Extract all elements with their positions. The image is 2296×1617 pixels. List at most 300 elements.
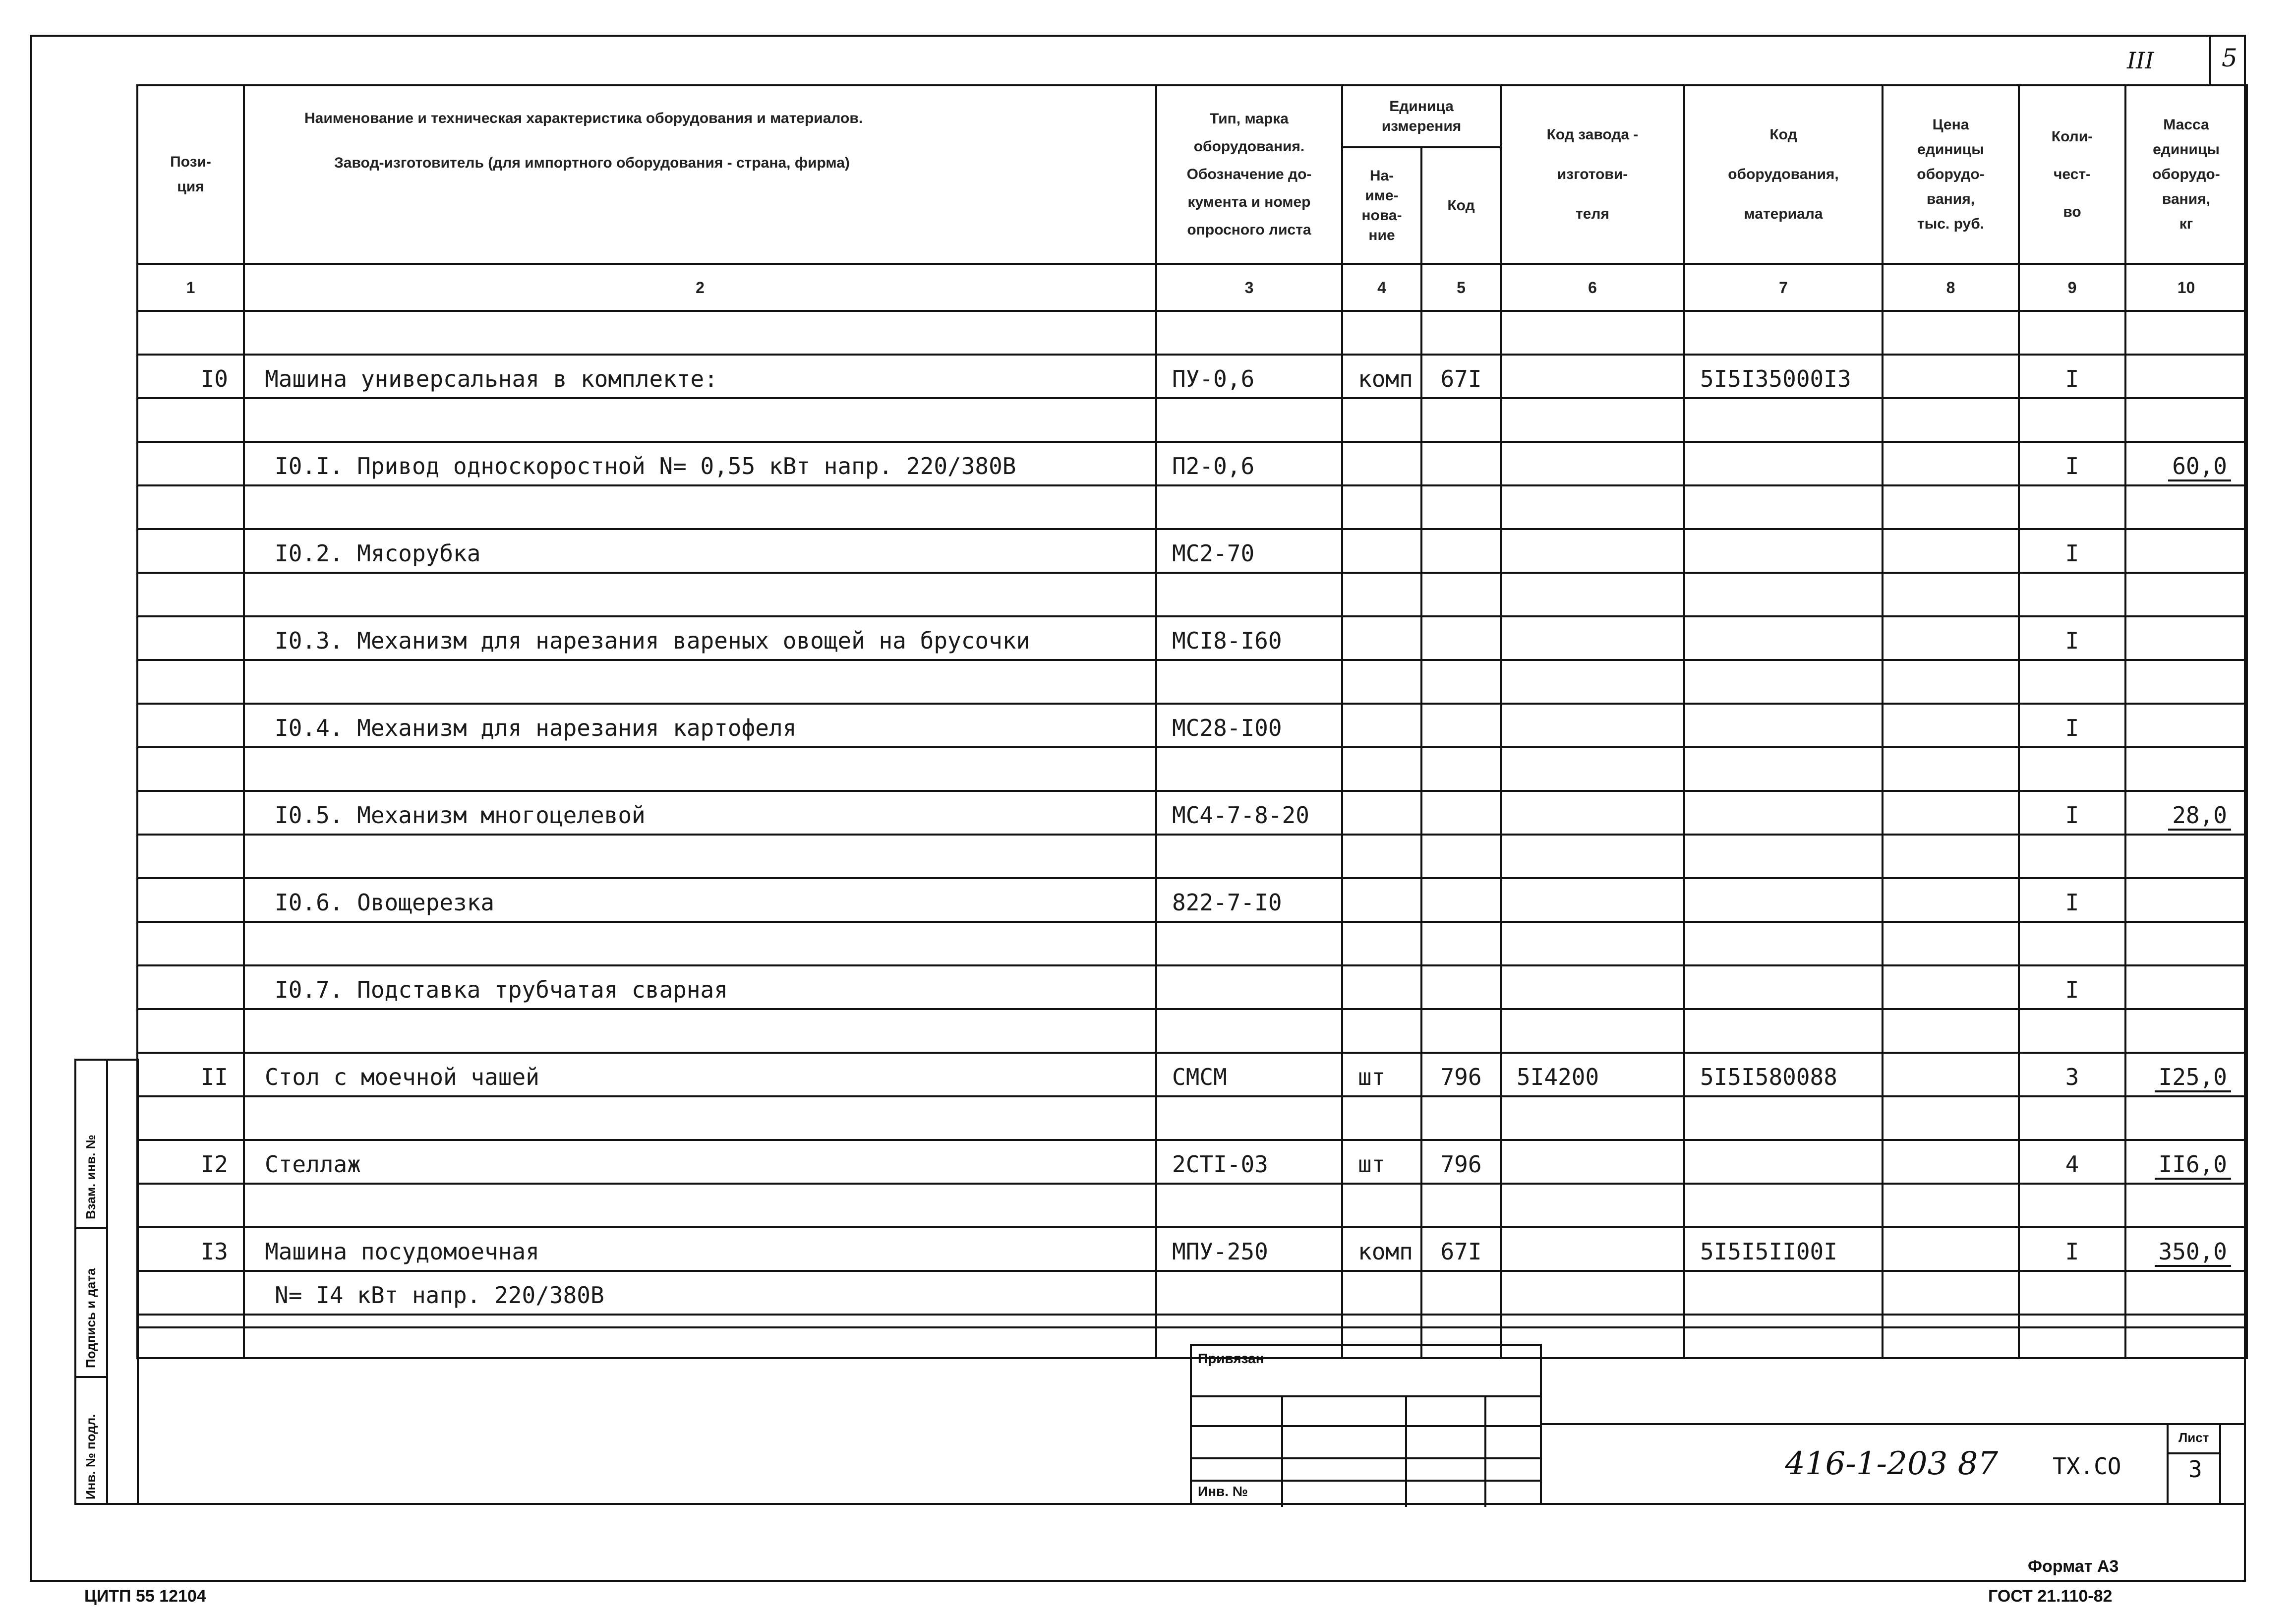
column-number: 10 [2125,264,2247,311]
side-stamp-signature: Подпись и дата [83,1268,98,1368]
row-position [137,660,244,704]
row-factory-code [1501,1009,1684,1053]
row-price [1883,442,2019,485]
row-quantity [2019,747,2125,791]
row-factory-code [1501,616,1684,660]
row-position [137,1271,244,1315]
row-equipment-code [1684,442,1883,485]
row-name: Стол с моечной чашей [244,1053,1156,1096]
row-name [244,1009,1156,1053]
row-type [1156,1184,1342,1227]
row-unit [1342,616,1421,660]
row-quantity [2019,485,2125,529]
column-number: 1 [137,264,244,311]
row-mass [2125,485,2247,529]
row-mass [2125,878,2247,922]
row-unit [1342,311,1421,355]
header-mass: Масса единицы оборудо- вания, кг [2125,85,2247,264]
row-mass [2125,660,2247,704]
row-equipment-code [1684,1271,1883,1315]
row-equipment-code [1684,398,1883,442]
row-position [137,311,244,355]
row-position [137,1096,244,1140]
row-equipment-code [1684,573,1883,616]
table-row [137,485,2247,529]
row-name: I0.7. Подставка трубчатая сварная [244,965,1156,1009]
row-type [1156,311,1342,355]
column-number: 4 [1342,264,1421,311]
row-position [137,442,244,485]
row-price [1883,704,2019,747]
row-quantity [2019,1184,2125,1227]
row-unit [1342,791,1421,835]
side-stamp-replaces: Взам. инв. № [83,1135,98,1219]
row-code: 796 [1421,1053,1501,1096]
row-code [1421,965,1501,1009]
row-type [1156,965,1342,1009]
column-number: 8 [1883,264,2019,311]
row-position [137,529,244,573]
row-price [1883,1009,2019,1053]
row-name [244,835,1156,878]
row-code [1421,1184,1501,1227]
row-equipment-code [1684,1096,1883,1140]
row-name [244,485,1156,529]
row-equipment-code [1684,311,1883,355]
binding-stamp [1190,1344,1542,1505]
row-equipment-code [1684,529,1883,573]
row-equipment-code [1684,660,1883,704]
row-position: I2 [137,1140,244,1184]
row-equipment-code [1684,485,1883,529]
row-position [137,704,244,747]
row-code [1421,835,1501,878]
row-equipment-code [1684,835,1883,878]
row-position [137,791,244,835]
column-number: 2 [244,264,1156,311]
row-position: I0 [137,355,244,398]
row-unit [1342,1184,1421,1227]
row-position [137,835,244,878]
row-name: Машина универсальная в комплекте: [244,355,1156,398]
table-row [137,398,2247,442]
row-factory-code [1501,573,1684,616]
row-unit [1342,660,1421,704]
row-price [1883,660,2019,704]
row-unit [1342,398,1421,442]
row-quantity: I [2019,616,2125,660]
row-price [1883,1227,2019,1271]
document-mark: ТХ.СО [2053,1453,2121,1480]
row-code: 67I [1421,355,1501,398]
row-mass [2125,1096,2247,1140]
row-type [1156,922,1342,965]
column-number: 6 [1501,264,1684,311]
row-code [1421,660,1501,704]
table-row [137,529,2247,573]
row-mass [2125,1184,2247,1227]
title-block-topline [136,1326,2246,1328]
row-equipment-code [1684,791,1883,835]
row-mass [2125,398,2247,442]
row-code [1421,922,1501,965]
column-number: 7 [1684,264,1883,311]
row-factory-code [1501,1271,1684,1315]
column-numbers-row [137,264,2247,311]
row-price [1883,529,2019,573]
row-factory-code [1501,835,1684,878]
row-code [1421,1096,1501,1140]
row-quantity: I [2019,442,2125,485]
row-code [1421,1009,1501,1053]
row-factory-code [1501,1184,1684,1227]
binding-label: Привязан [1198,1351,1264,1366]
row-type: ПУ-0,6 [1156,355,1342,398]
row-equipment-code [1684,616,1883,660]
row-code [1421,791,1501,835]
row-price [1883,878,2019,922]
row-factory-code [1501,660,1684,704]
row-name [244,660,1156,704]
row-mass [2125,1271,2247,1315]
sheet-number-box [2167,1423,2221,1505]
row-equipment-code [1684,1184,1883,1227]
row-name: I0.5. Механизм многоцелевой [244,791,1156,835]
table-row [137,1227,2247,1271]
title-block-bottomline [74,1503,2246,1505]
row-name [244,573,1156,616]
row-unit [1342,529,1421,573]
row-unit: комп [1342,1227,1421,1271]
row-factory-code [1501,311,1684,355]
row-unit [1342,1009,1421,1053]
table-row [137,660,2247,704]
row-code [1421,878,1501,922]
row-price [1883,1140,2019,1184]
doc-code-line [1540,1423,2246,1425]
row-name [244,1184,1156,1227]
row-name [244,747,1156,791]
table-row [137,573,2247,616]
row-type [1156,1271,1342,1315]
table-row [137,1053,2247,1096]
row-code [1421,573,1501,616]
row-code [1421,485,1501,529]
row-equipment-code [1684,878,1883,922]
row-code [1421,747,1501,791]
table-row [137,1009,2247,1053]
page-number: 5 [2222,44,2237,72]
row-quantity [2019,922,2125,965]
row-name [244,1096,1156,1140]
row-position [137,1315,244,1358]
row-position [137,485,244,529]
row-unit [1342,442,1421,485]
row-mass [2125,965,2247,1009]
row-code [1421,398,1501,442]
table-row [137,1184,2247,1227]
row-price [1883,747,2019,791]
specification-rows [137,311,2247,1358]
row-unit [1342,573,1421,616]
row-factory-code [1501,1227,1684,1271]
row-factory-code [1501,1096,1684,1140]
row-type: СМСМ [1156,1053,1342,1096]
row-unit [1342,704,1421,747]
table-row [137,1271,2247,1315]
table-row [137,704,2247,747]
row-type [1156,485,1342,529]
row-price [1883,965,2019,1009]
row-name: I0.I. Привод односкоростной N= 0,55 кВт напр. 220/380В [244,442,1156,485]
row-quantity: I [2019,878,2125,922]
row-mass [2125,573,2247,616]
row-quantity: 3 [2019,1053,2125,1096]
row-quantity: I [2019,965,2125,1009]
row-equipment-code [1684,965,1883,1009]
row-code [1421,442,1501,485]
footer-format: Формат А3 [2028,1557,2119,1576]
row-code [1421,1271,1501,1315]
row-position [137,398,244,442]
row-mass [2125,529,2247,573]
header-unit-code: Код [1421,147,1501,264]
row-type [1156,835,1342,878]
column-number: 5 [1421,264,1501,311]
row-type: МС4-7-8-20 [1156,791,1342,835]
row-quantity: I [2019,791,2125,835]
column-number: 3 [1156,264,1342,311]
header-price: Цена единицы оборудо- вания, тыс. руб. [1883,85,2019,264]
row-name: Стеллаж [244,1140,1156,1184]
row-mass [2125,922,2247,965]
header-name: Наименование и техническая характеристика оборудования и материалов. Завод-изготовитель (для импортного оборудования - страна, фирма) [244,85,1156,264]
row-factory-code [1501,398,1684,442]
row-type [1156,747,1342,791]
row-price [1883,1315,2019,1358]
row-type: МС2-70 [1156,529,1342,573]
row-mass [2125,311,2247,355]
row-unit [1342,1271,1421,1315]
row-quantity [2019,398,2125,442]
table-row [137,616,2247,660]
row-quantity [2019,1315,2125,1358]
row-code [1421,311,1501,355]
row-position [137,573,244,616]
row-factory-code [1501,442,1684,485]
row-quantity [2019,311,2125,355]
row-quantity [2019,660,2125,704]
table-row [137,311,2247,355]
row-equipment-code [1684,1009,1883,1053]
row-name [244,922,1156,965]
document-code: 416-1-203 87 [1785,1445,1999,1482]
row-quantity: I [2019,1227,2125,1271]
row-quantity [2019,1009,2125,1053]
row-code [1421,529,1501,573]
header-unit-group: Единица измерения [1342,85,1501,147]
row-mass [2125,835,2247,878]
row-type: 2СТI-03 [1156,1140,1342,1184]
row-quantity [2019,835,2125,878]
row-quantity: I [2019,355,2125,398]
header-quantity: Коли- чест- во [2019,85,2125,264]
row-position: I3 [137,1227,244,1271]
row-factory-code [1501,1140,1684,1184]
header-type: Тип, марка оборудования. Обозначение до- кумента и номер опросного листа [1156,85,1342,264]
row-code [1421,704,1501,747]
row-mass: 350,0 [2125,1227,2247,1271]
header-position: Пози- ция [137,85,244,264]
row-position [137,1009,244,1053]
row-price [1883,1096,2019,1140]
row-mass: 28,0 [2125,791,2247,835]
row-price [1883,355,2019,398]
row-code: 796 [1421,1140,1501,1184]
row-position [137,1184,244,1227]
row-position [137,616,244,660]
row-unit [1342,835,1421,878]
table-row [137,791,2247,835]
row-code [1421,616,1501,660]
table-row [137,747,2247,791]
row-type: МС28-I00 [1156,704,1342,747]
table-row [137,835,2247,878]
row-price [1883,616,2019,660]
row-mass [2125,616,2247,660]
row-name: I0.4. Механизм для нарезания картофеля [244,704,1156,747]
row-type: МСI8-I60 [1156,616,1342,660]
row-name [244,1315,1156,1358]
table-row [137,878,2247,922]
header-row [137,85,2247,147]
row-factory-code [1501,922,1684,965]
row-factory-code [1501,747,1684,791]
row-mass: II6,0 [2125,1140,2247,1184]
row-factory-code [1501,878,1684,922]
row-factory-code [1501,355,1684,398]
row-position [137,965,244,1009]
side-stamp [74,1059,139,1505]
row-mass [2125,1315,2247,1358]
row-name [244,311,1156,355]
row-unit [1342,922,1421,965]
row-unit [1342,1096,1421,1140]
row-mass: 60,0 [2125,442,2247,485]
row-quantity: I [2019,529,2125,573]
row-quantity: I [2019,704,2125,747]
sheet-number: 3 [2188,1456,2202,1483]
row-price [1883,311,2019,355]
row-equipment-code [1684,1140,1883,1184]
row-mass [2125,1009,2247,1053]
row-factory-code [1501,791,1684,835]
row-equipment-code [1684,747,1883,791]
row-mass [2125,704,2247,747]
row-factory-code: 5I4200 [1501,1053,1684,1096]
row-price [1883,922,2019,965]
row-name: I0.2. Мясорубка [244,529,1156,573]
row-price [1883,835,2019,878]
row-price [1883,485,2019,529]
row-mass [2125,747,2247,791]
row-type: П2-0,6 [1156,442,1342,485]
row-unit [1342,485,1421,529]
header-factory-code: Код завода - изготови- теля [1501,85,1684,264]
row-price [1883,791,2019,835]
row-name: I0.3. Механизм для нарезания вареных овощей на брусочки [244,616,1156,660]
row-factory-code [1501,529,1684,573]
row-type: МПУ-250 [1156,1227,1342,1271]
row-quantity: 4 [2019,1140,2125,1184]
row-type [1156,1096,1342,1140]
table-row [137,922,2247,965]
footer-cipher: ЦИТП 55 12104 [84,1587,206,1606]
row-name [244,398,1156,442]
table-row [137,1140,2247,1184]
row-mass: I25,0 [2125,1053,2247,1096]
row-factory-code [1501,485,1684,529]
row-type: 822-7-I0 [1156,878,1342,922]
row-equipment-code [1684,704,1883,747]
row-position [137,878,244,922]
row-price [1883,1271,2019,1315]
row-factory-code [1501,704,1684,747]
row-unit [1342,747,1421,791]
row-unit: шт [1342,1140,1421,1184]
row-equipment-code [1684,922,1883,965]
side-stamp-original: Инв. № подл. [83,1414,98,1499]
row-type [1156,573,1342,616]
table-row [137,355,2247,398]
row-equipment-code: 5I5I580088 [1684,1053,1883,1096]
table-row [137,965,2247,1009]
row-type [1156,660,1342,704]
page-number-box [2209,35,2247,84]
table-row [137,442,2247,485]
row-price [1883,1184,2019,1227]
row-equipment-code [1684,1315,1883,1358]
row-position [137,922,244,965]
row-quantity [2019,1096,2125,1140]
inventory-label: Инв. № [1198,1484,1248,1499]
sheet-label: Лист [2178,1430,2209,1445]
table-row [137,1096,2247,1140]
row-factory-code [1501,965,1684,1009]
row-unit [1342,878,1421,922]
row-quantity [2019,1271,2125,1315]
row-name: I0.6. Овощерезка [244,878,1156,922]
row-code: 67I [1421,1227,1501,1271]
row-equipment-code: 5I5I35000I3 [1684,355,1883,398]
row-position: II [137,1053,244,1096]
header-equipment-code: Код оборудования, материала [1684,85,1883,264]
row-equipment-code: 5I5I5II00I [1684,1227,1883,1271]
row-type [1156,1009,1342,1053]
specification-table [136,84,2248,1359]
row-unit: комп [1342,355,1421,398]
row-unit: шт [1342,1053,1421,1096]
top-mark: III [2127,47,2154,74]
row-position [137,747,244,791]
row-type [1156,398,1342,442]
row-mass [2125,355,2247,398]
row-quantity [2019,573,2125,616]
row-price [1883,398,2019,442]
row-unit [1342,965,1421,1009]
row-price [1883,573,2019,616]
column-number: 9 [2019,264,2125,311]
